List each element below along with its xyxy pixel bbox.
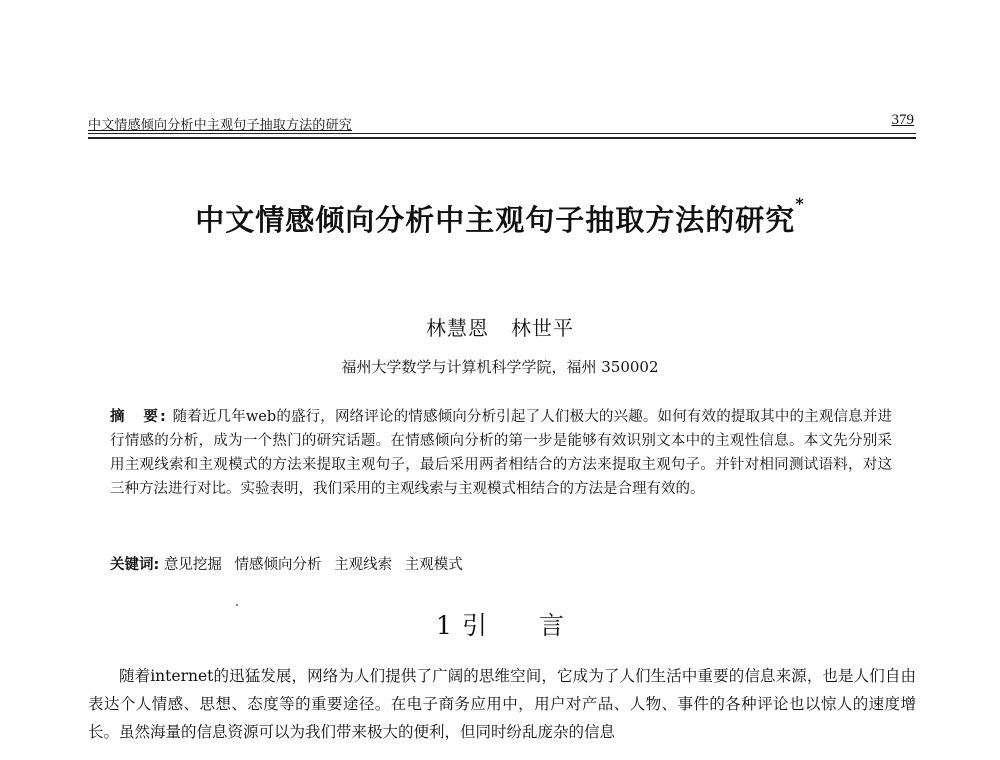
running-header	[88, 112, 916, 132]
title-footnote-mark: *	[795, 194, 805, 213]
abstract-text: 随着近几年web的盛行，网络评论的情感倾向分析引起了人们极大的兴趣。如何有效的提取其中的主观信息并进行情感的分析，成为一个热门的研究话题。在情感倾向分析的第一步是能够有效识别文本中的主观性信息。本文先分别采用主观线索和主观模式的方法来提取主观句子，最后采用两者相结合的方法来提取主观句子。并针对相同测试语料，对这三种方法进行对比。实验表明，我们采用的主观线索与主观模式相结合的方法是合理有效的。	[110, 409, 892, 497]
abstract-label: 摘 要:	[110, 409, 168, 425]
page-number: 379	[891, 112, 914, 128]
section-heading	[0, 606, 1000, 642]
section-title-part1: 引	[461, 611, 487, 640]
keywords	[110, 553, 892, 577]
author-name: 林慧恩	[426, 316, 489, 340]
paper-title	[0, 194, 1000, 239]
paper-title-text: 中文情感倾向分析中主观句子抽取方法的研究	[195, 203, 796, 237]
affiliation: 福州大学数学与计算机科学学院，福州 350002	[341, 358, 659, 376]
abstract	[110, 405, 892, 501]
section-number: 1	[436, 611, 452, 640]
section-title-part2: 言	[538, 611, 564, 640]
keywords-label: 关键词:	[110, 557, 160, 573]
author-name: 林世平	[511, 316, 574, 340]
keyword: 主观模式	[404, 557, 463, 573]
keyword: 意见挖掘	[163, 557, 222, 573]
body-paragraph: 随着internet的迅猛发展，网络为人们提供了广阔的思维空间，它成为了人们生活中重要的信息来源，也是人们自由表达个人情感、思想、态度等的重要途径。在电子商务应用中，用户对产品、人物、事件的各种评论也以惊人的速度增长。虽然海量的信息资源可以为我们带来极大的便利，但同时纷乱庞杂的信息	[88, 667, 916, 741]
keyword: 主观线索	[334, 557, 393, 573]
running-header-title: 中文情感倾向分析中主观句子抽取方法的研究	[88, 118, 353, 133]
header-rule-thick	[88, 137, 916, 139]
keyword: 情感倾向分析	[234, 557, 322, 573]
header-rule-thin	[88, 133, 916, 134]
author-list	[0, 312, 1000, 341]
